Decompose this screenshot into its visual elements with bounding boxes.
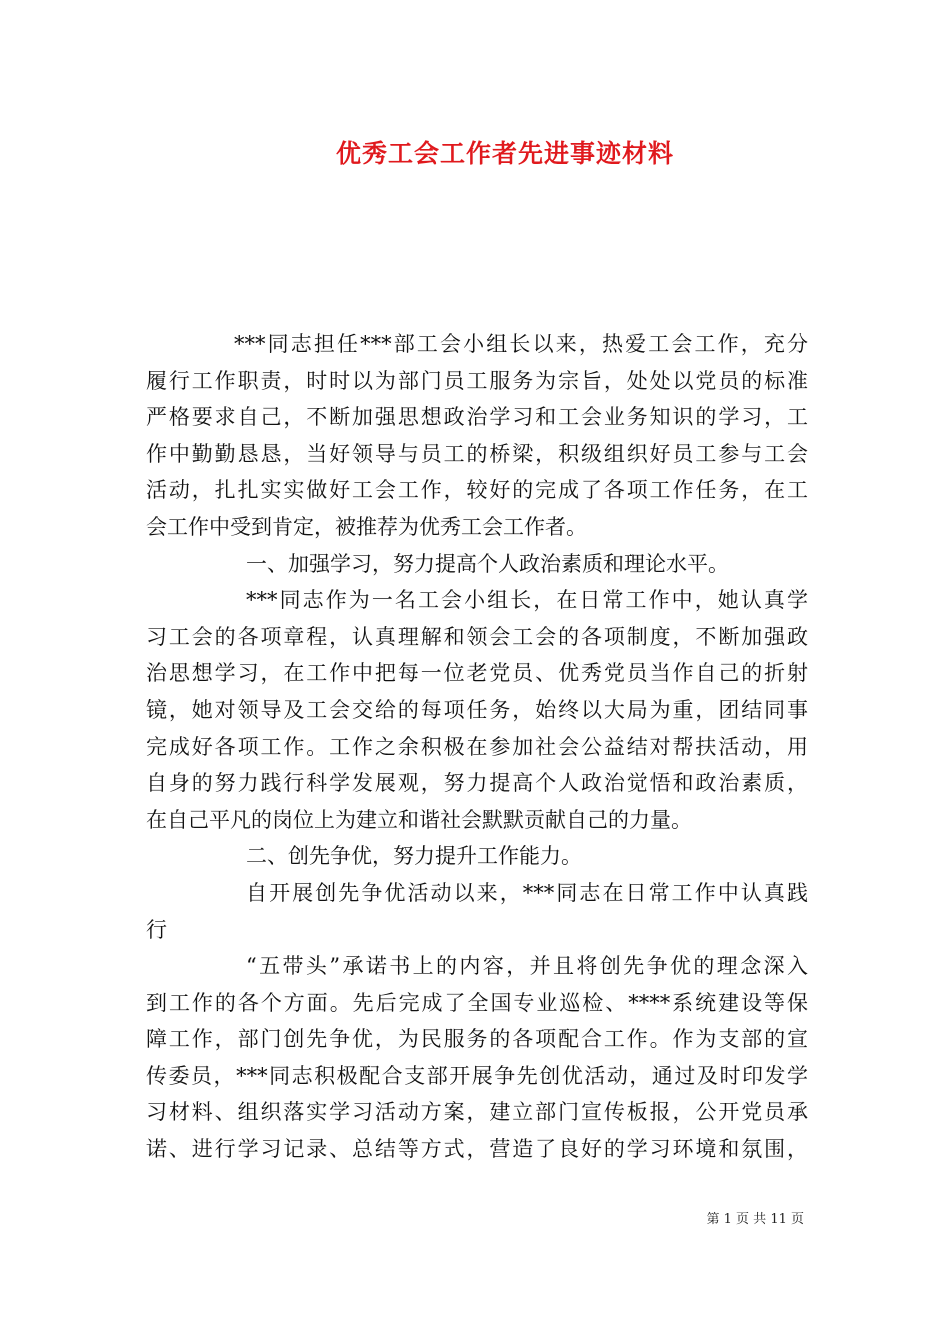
paragraph-line: 在自己平凡的岗位上为建立和谐社会默默贡献自己的力量。: [146, 807, 692, 832]
paragraph-line: 习工会的各项章程，认真理解和领会工会的各项制度，不断加强政: [146, 624, 808, 649]
paragraph-line: ***同志作为一名工会小组长，在日常工作中，她认真学: [246, 588, 808, 613]
paragraph-line: ***同志担任***部工会小组长以来，热爱工会工作，充分: [234, 332, 808, 356]
paragraph-line: 障工作，部门创先争优，为民服务的各项配合工作。作为支部的宣: [146, 1027, 808, 1052]
page-number: 第 1 页 共 11 页: [706, 1212, 804, 1227]
paragraph-line: 自开展创先争优活动以来，***同志在日常工作中认真践: [246, 880, 808, 905]
paragraph-line: 治思想学习，在工作中把每一位老党员、优秀党员当作自己的折射: [146, 661, 808, 686]
paragraph-line: 到工作的各个方面。先后完成了全国专业巡检、****系统建设等保: [146, 990, 808, 1015]
paragraph-line: 自身的努力践行科学发展观，努力提高个人政治觉悟和政治素质，: [146, 771, 808, 796]
paragraph-line: 活动，扎扎实实做好工会工作，较好的完成了各项工作任务，在工: [146, 478, 808, 503]
document-body: [146, 326, 808, 1168]
paragraph-line: 作中勤勤恳恳，当好领导与员工的桥梁，积级组织好员工参与工会: [146, 441, 808, 466]
paragraph-line: 镜，她对领导及工会交给的每项任务，始终以大局为重，团结同事: [146, 697, 808, 722]
paragraph-line: 传委员，***同志积极配合支部开展争先创优活动，通过及时印发学: [146, 1063, 808, 1088]
paragraph-line: 完成好各项工作。工作之余积极在参加社会公益结对帮扶活动，用: [146, 734, 808, 759]
paragraph-line: 诺、进行学习记录、总结等方式，营造了良好的学习环境和氛围，: [146, 1137, 808, 1162]
paragraph-line: “五带头”承诺书上的内容，并且将创先争优的理念深入: [246, 954, 808, 979]
document-title: 优秀工会工作者先进事迹材料: [335, 139, 674, 168]
paragraph-line: 严格要求自己，不断加强思想政治学习和工会业务知识的学习，工: [146, 405, 808, 430]
paragraph-line: 行: [146, 917, 167, 942]
section-heading: 二、创先争优，努力提升工作能力。: [246, 844, 582, 869]
paragraph-line: 会工作中受到肯定，被推荐为优秀工会工作者。: [146, 514, 587, 539]
paragraph-line: 履行工作职责，时时以为部门员工服务为宗旨，处处以党员的标准: [146, 368, 808, 393]
paragraph-line: 习材料、组织落实学习活动方案，建立部门宣传板报，公开党员承: [146, 1100, 808, 1125]
section-heading: 一、加强学习，努力提高个人政治素质和理论水平。: [246, 551, 729, 576]
